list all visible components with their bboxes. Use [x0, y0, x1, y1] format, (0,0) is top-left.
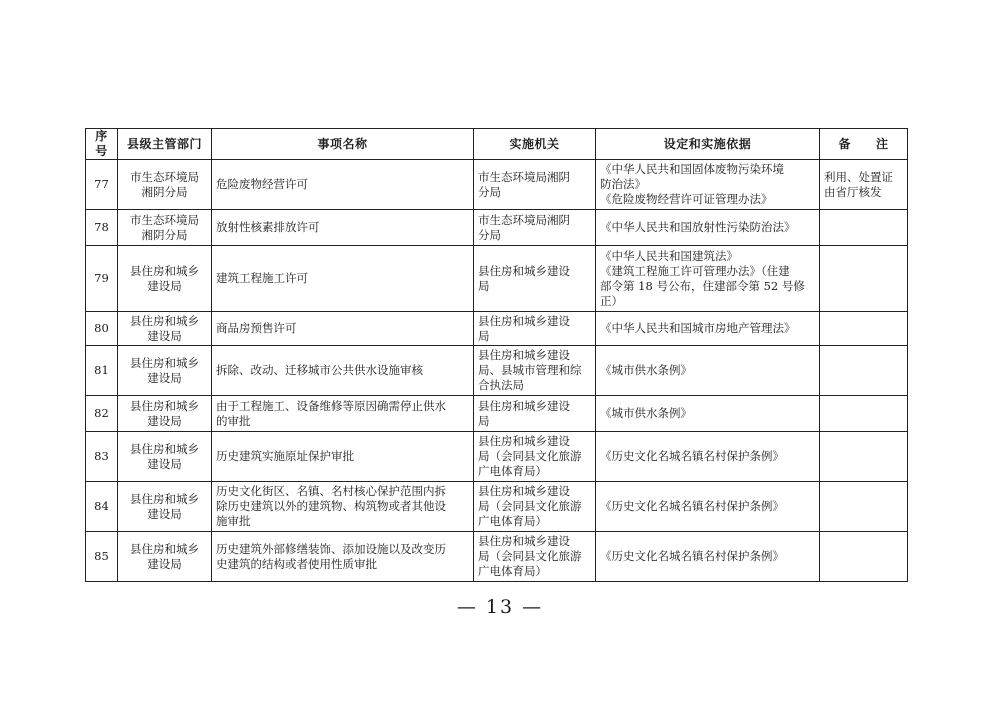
- cell-implementing-agency: [474, 482, 596, 532]
- cell-text-line: 放射性核素排放许可: [216, 220, 320, 234]
- cell-department: [118, 210, 212, 246]
- table-row: [86, 346, 908, 396]
- cell-legal-basis: [596, 532, 820, 582]
- cell-text-line: 局（会同县文化旅游: [478, 549, 582, 563]
- cell-text-line: 正）: [600, 293, 623, 308]
- cell-remarks: [820, 246, 908, 312]
- approval-items-table: [85, 128, 908, 582]
- cell-text-line: 局（会同县文化旅游: [478, 449, 582, 463]
- cell-text-line: 建设局: [147, 370, 182, 385]
- cell-text-line: 县住房和城乡建设: [478, 263, 570, 278]
- cell-remarks: [820, 160, 908, 210]
- cell-text-line: 部令第 18 号公布，住建部令第 52 号修: [600, 278, 805, 293]
- cell-text-line: 《历史文化名城名镇名村保护条例》: [600, 499, 784, 513]
- cell-legal-basis: [596, 432, 820, 482]
- cell-item-name: [212, 346, 474, 396]
- cell-department: [118, 432, 212, 482]
- cell-text-line: 危险废物经营许可: [216, 177, 308, 191]
- cell-legal-basis: [596, 396, 820, 432]
- cell-text-line: 县住房和城乡建设: [478, 348, 570, 362]
- table-row: [86, 246, 908, 312]
- cell-text-line: 县住房和城乡: [130, 491, 199, 506]
- table-header-row: [86, 129, 908, 160]
- table-body: [86, 160, 908, 582]
- cell-department: [118, 312, 212, 346]
- cell-text-line: 局: [478, 278, 490, 293]
- cell-serial-no: 78: [86, 210, 118, 246]
- table-row: [86, 312, 908, 346]
- cell-text-line: 县住房和城乡: [130, 355, 199, 370]
- cell-text-line: 合执法局: [478, 378, 524, 392]
- cell-remarks: [820, 482, 908, 532]
- cell-remarks: [820, 396, 908, 432]
- cell-serial-no: 77: [86, 160, 118, 210]
- header-department: 县级主管部门: [118, 129, 212, 160]
- table-row: [86, 432, 908, 482]
- cell-department: [118, 246, 212, 312]
- cell-serial-no: 81: [86, 346, 118, 396]
- cell-item-name: [212, 396, 474, 432]
- cell-text-line: 《中华人民共和国放射性污染防治法》: [600, 220, 796, 234]
- cell-implementing-agency: [474, 432, 596, 482]
- cell-item-name: [212, 432, 474, 482]
- cell-text-line: 拆除、改动、迁移城市公共供水设施审核: [216, 363, 423, 377]
- cell-text-line: 建设局: [147, 413, 182, 428]
- cell-item-name: [212, 160, 474, 210]
- cell-text-line: 利用、处置证: [824, 169, 893, 184]
- cell-text-line: 市生态环境局: [130, 212, 199, 227]
- cell-text-line: 县住房和城乡: [130, 398, 199, 413]
- cell-text-line: 商品房预售许可: [216, 321, 297, 335]
- cell-legal-basis: [596, 346, 820, 396]
- cell-item-name: [212, 246, 474, 312]
- cell-text-line: 建筑工程施工许可: [216, 271, 308, 285]
- cell-text-line: 广电体育局）: [478, 464, 547, 478]
- cell-text-line: 的审批: [216, 413, 251, 428]
- cell-text-line: 市生态环境局: [130, 169, 199, 184]
- cell-text-line: 施审批: [216, 514, 251, 528]
- cell-text-line: 市生态环境局湘阴: [478, 169, 570, 184]
- cell-text-line: 《中华人民共和国建筑法》: [600, 248, 738, 263]
- cell-text-line: 局: [478, 413, 490, 428]
- table-row: [86, 482, 908, 532]
- cell-text-line: 《城市供水条例》: [600, 406, 692, 420]
- header-serial-no: 序号: [86, 129, 118, 160]
- table-row: [86, 396, 908, 432]
- table-row: [86, 160, 908, 210]
- cell-text-line: 历史建筑实施原址保护审批: [216, 449, 354, 463]
- cell-legal-basis: [596, 246, 820, 312]
- cell-serial-no: 79: [86, 246, 118, 312]
- cell-department: [118, 346, 212, 396]
- cell-text-line: 局: [478, 328, 490, 343]
- cell-serial-no: 82: [86, 396, 118, 432]
- cell-text-line: 由省厅核发: [824, 184, 882, 199]
- cell-remarks: [820, 432, 908, 482]
- cell-department: [118, 532, 212, 582]
- table-row: [86, 532, 908, 582]
- cell-item-name: [212, 482, 474, 532]
- cell-department: [118, 160, 212, 210]
- cell-implementing-agency: [474, 346, 596, 396]
- header-item-name: 事项名称: [212, 129, 474, 160]
- cell-text-line: 湘阴分局: [141, 184, 188, 199]
- cell-implementing-agency: [474, 210, 596, 246]
- cell-implementing-agency: [474, 396, 596, 432]
- cell-text-line: 《中华人民共和国城市房地产管理法》: [600, 321, 796, 335]
- cell-text-line: 《历史文化名城名镇名村保护条例》: [600, 549, 784, 563]
- header-implementing-agency: 实施机关: [474, 129, 596, 160]
- cell-text-line: 县住房和城乡: [130, 263, 199, 278]
- cell-text-line: 《中华人民共和国固体废物污染环境: [600, 162, 784, 176]
- cell-text-line: 分局: [478, 184, 501, 199]
- cell-department: [118, 482, 212, 532]
- cell-text-line: 县住房和城乡建设: [478, 484, 570, 498]
- cell-text-line: 《建筑工程施工许可管理办法》（住建: [600, 263, 790, 278]
- cell-text-line: 县住房和城乡建设: [478, 398, 570, 413]
- cell-remarks: [820, 532, 908, 582]
- cell-text-line: 局（会同县文化旅游: [478, 499, 582, 513]
- cell-serial-no: 80: [86, 312, 118, 346]
- cell-text-line: 建设局: [147, 506, 182, 521]
- cell-text-line: 县住房和城乡建设: [478, 313, 570, 328]
- cell-text-line: 县住房和城乡建设: [478, 534, 570, 548]
- cell-legal-basis: [596, 312, 820, 346]
- cell-serial-no: 85: [86, 532, 118, 582]
- cell-text-line: 湘阴分局: [141, 227, 188, 242]
- cell-remarks: [820, 312, 908, 346]
- cell-text-line: 史建筑的结构或者使用性质审批: [216, 556, 377, 571]
- header-remarks: 备 注: [820, 129, 908, 160]
- cell-text-line: 建设局: [147, 556, 182, 571]
- cell-legal-basis: [596, 160, 820, 210]
- cell-text-line: 县住房和城乡: [130, 313, 199, 328]
- cell-text-line: 《危险废物经营许可证管理办法》: [600, 192, 773, 206]
- cell-text-line: 《城市供水条例》: [600, 363, 692, 377]
- cell-item-name: [212, 312, 474, 346]
- cell-text-line: 县住房和城乡: [130, 441, 199, 456]
- cell-text-line: 建设局: [147, 456, 182, 471]
- cell-remarks: [820, 346, 908, 396]
- cell-text-line: 除历史建筑以外的建筑物、构筑物或者其他设: [216, 499, 446, 513]
- cell-text-line: 广电体育局）: [478, 514, 547, 528]
- cell-text-line: 建设局: [147, 328, 182, 343]
- cell-department: [118, 396, 212, 432]
- cell-implementing-agency: [474, 532, 596, 582]
- cell-text-line: 由于工程施工、设备维修等原因确需停止供水: [216, 398, 446, 413]
- cell-item-name: [212, 532, 474, 582]
- cell-serial-no: 83: [86, 432, 118, 482]
- cell-text-line: 广电体育局）: [478, 564, 547, 578]
- cell-legal-basis: [596, 210, 820, 246]
- cell-text-line: 防治法》: [600, 177, 646, 191]
- cell-legal-basis: [596, 482, 820, 532]
- cell-item-name: [212, 210, 474, 246]
- table-row: [86, 210, 908, 246]
- cell-implementing-agency: [474, 160, 596, 210]
- cell-text-line: 县住房和城乡建设: [478, 434, 570, 448]
- cell-text-line: 历史建筑外部修缮装饰、添加设施以及改变历: [216, 541, 446, 556]
- cell-implementing-agency: [474, 312, 596, 346]
- cell-text-line: 县住房和城乡: [130, 541, 199, 556]
- cell-text-line: 局、县城市管理和综: [478, 363, 582, 377]
- header-legal-basis: 设定和实施依据: [596, 129, 820, 160]
- cell-text-line: 《历史文化名城名镇名村保护条例》: [600, 449, 784, 463]
- page-number: — 13 —: [456, 596, 544, 618]
- cell-text-line: 建设局: [147, 278, 182, 293]
- cell-text-line: 市生态环境局湘阴: [478, 212, 570, 227]
- cell-serial-no: 84: [86, 482, 118, 532]
- cell-implementing-agency: [474, 246, 596, 312]
- cell-text-line: 历史文化街区、名镇、名村核心保护范围内拆: [216, 484, 446, 498]
- cell-text-line: 分局: [478, 227, 501, 242]
- cell-remarks: [820, 210, 908, 246]
